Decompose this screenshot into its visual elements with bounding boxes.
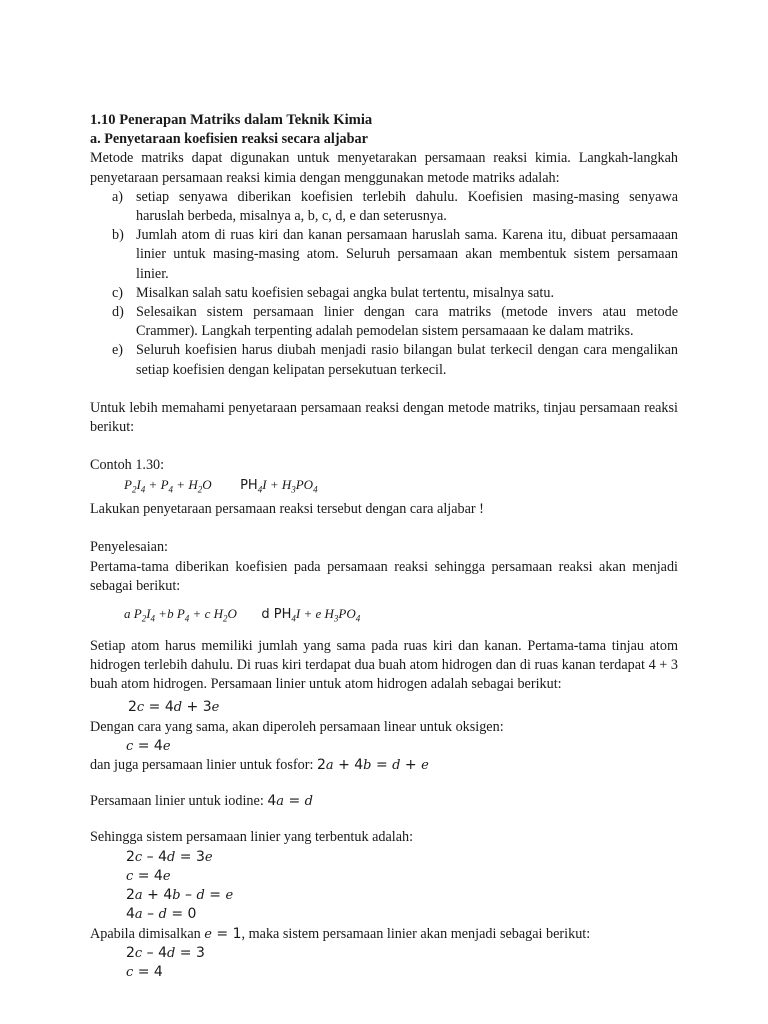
system-after-equation-2: c = 4 <box>126 963 163 980</box>
phosphorus-paragraph: dan juga persamaan linier untuk fosfor: 2a + 4b = d + e <box>90 757 429 774</box>
list-item: b) Jumlah atom di ruas kiri dan kanan persamaan haruslah sama. Karena itu, dibuat persamaaan linier untuk masing-masing atom. Seluruh persamaan akan membentuk sistem persamaan linier. <box>112 227 678 282</box>
coef-reaction-equation <box>90 604 678 629</box>
oxygen-equation: c = 4e <box>126 737 171 754</box>
hydrogen-paragraph: Setiap atom harus memiliki jumlah yang sama pada ruas kiri dan kanan. Pertama-tama tinjau atom hidrogen terlebih dahulu. Di ruas kiri terdapat dua buah atom hidrogen dan di ruas kanan terdapat 4 + 3 buah atom hidrogen. Persamaan linier untuk atom hidrogen adalah sebagai berikut: <box>90 637 678 693</box>
list-item: d) Selesaikan sistem persamaan linier dengan cara matriks (metode invers atau metode Crammer). Langkah terpenting adalah pemodelan sistem persamaaan ke dalam matriks. <box>112 304 678 340</box>
section-title: 1.10 Penerapan Matriks dalam Teknik Kimia <box>90 112 373 128</box>
reaction-equation <box>90 475 678 500</box>
assume-paragraph: Apabila dimisalkan e = 1, maka sistem persamaan linier akan menjadi sebagai berikut: <box>90 925 591 942</box>
steps-list <box>90 188 678 380</box>
system-equation-1: 2c – 4d = 3e <box>126 848 213 865</box>
solution-intro: Pertama-tama diberikan koefisien pada persamaan reaksi sehingga persamaan reaksi akan menjadi sebagai berikut: <box>90 558 678 594</box>
coef-reaction-right: d $PH_4I + e$ $H_3PO_4$ <box>261 606 361 624</box>
hydrogen-equation: 2c = 4d + 3e <box>128 699 220 716</box>
list-item: e) Seluruh koefisien harus diubah menjadi rasio bilangan bulat terkecil dengan cara mengalikan setiap koefisien dengan kelipatan persekutuan terkecil. <box>112 342 678 378</box>
example-instruction: Lakukan penyetaraan persamaan reaksi tersebut dengan cara aljabar ! <box>90 501 484 518</box>
system-after-equation-1: 2c – 4d = 3 <box>126 944 205 961</box>
list-item: c) Misalkan salah satu koefisien sebagai angka bulat tertentu, misalnya satu. <box>112 284 555 301</box>
understand-paragraph: Untuk lebih memahami penyetaraan persamaan reaksi dengan metode matriks, tinjau persamaan reaksi berikut: <box>90 399 678 436</box>
oxygen-paragraph: Dengan cara yang sama, akan diperoleh persamaan linear untuk oksigen: <box>90 718 504 735</box>
coef-reaction-left: a $P_2I_4 +b$ $P_4 + c$ $H_2O$ <box>124 606 237 624</box>
intro-paragraph: Metode matriks dapat digunakan untuk menyetarakan persamaan reaksi kimia. Langkah-langkah penyetaraan persamaan reaksi kimia dengan menggunakan metode matriks adalah: <box>90 150 678 186</box>
system-equation-4: 4a – d = 0 <box>126 906 197 923</box>
system-equation-2: c = 4e <box>126 867 171 884</box>
solution-label: Penyelesaian: <box>90 539 169 556</box>
document-page <box>90 111 678 982</box>
system-paragraph: Sehingga sistem persamaan linier yang terbentuk adalah: <box>90 829 414 846</box>
iodine-paragraph: Persamaan linier untuk iodine: 4a = d <box>90 793 313 810</box>
system-equation-3: 2a + 4b – d = e <box>126 887 234 904</box>
reaction-left: $P_2I_4 + P_4 + H_2O$ <box>124 477 212 496</box>
list-item: a) setiap senyawa diberikan koefisien terlebih dahulu. Koefisien masing-masing senyawa haruslah berbeda, misalnya a, b, c, d, e dan seterusnya. <box>112 188 678 225</box>
subsection-title: a. Penyetaraan koefisien reaksi secara aljabar <box>90 131 368 148</box>
example-label: Contoh 1.30: <box>90 457 165 474</box>
reaction-right: $PH_4I + H_3PO_4$ <box>240 477 318 496</box>
